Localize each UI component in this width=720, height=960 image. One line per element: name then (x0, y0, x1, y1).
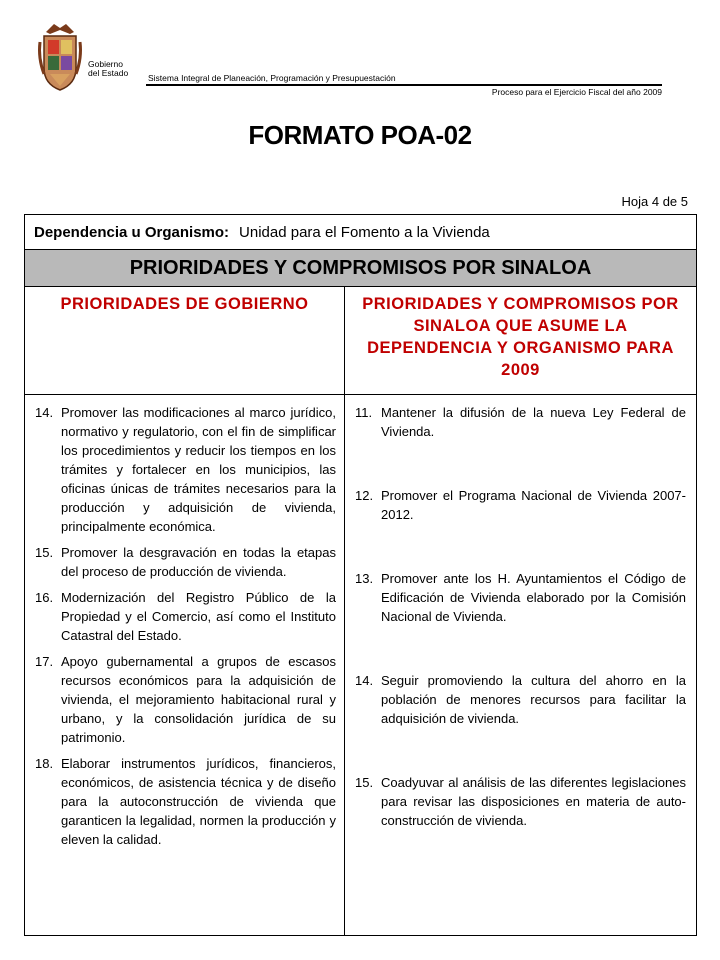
government-priorities-list (25, 395, 344, 935)
item-number: 15. (35, 545, 54, 560)
item-text: Elaborar instrumentos jurídicos, financieros, económicos, de asistencia técnica y de diseño para la autoconstrucción de vivienda que garanticen la legalidad, normen la producción y eleven la calidad. (61, 756, 336, 847)
process-label: Proceso para el Ejercicio Fiscal del año 2009 (491, 87, 662, 97)
list-item (35, 588, 336, 645)
item-text: Modernización del Registro Público de la Propiedad y el Comercio, así como el Instituto Catastral del Estado. (61, 590, 336, 643)
item-number: 18. (35, 756, 54, 771)
state-seal-icon (36, 18, 84, 92)
item-text: Apoyo gubernamental a grupos de escasos recursos económicos para la adquisición de vivienda, el mejoramiento habitacional rural y urbano, y la consolidación jurídica de su patrimonio. (61, 654, 336, 745)
government-priorities-column (25, 287, 345, 935)
agency-commitments-list (345, 395, 696, 935)
list-item (355, 569, 686, 626)
list-item (355, 671, 686, 728)
list-item (355, 403, 686, 441)
item-number: 12. (355, 488, 374, 503)
government-label (88, 60, 128, 78)
list-item (35, 754, 336, 849)
header-divider (146, 84, 662, 86)
item-text: Coadyuvar al análisis de las diferentes legislaciones para revisar las disposiciones en materia de auto-construcción de vivienda. (381, 775, 686, 828)
item-text: Promover ante los H. Ayuntamientos el Código de Edificación de Vivienda elaborado por la Comisión Nacional de Vivienda. (381, 571, 686, 624)
item-number: 13. (355, 571, 374, 586)
dependency-label: Dependencia u Organismo: (34, 223, 230, 241)
item-number: 16. (35, 590, 54, 605)
government-label-line2: del Estado (88, 68, 129, 78)
page-title: FORMATO POA-02 (248, 120, 472, 150)
item-number: 17. (35, 654, 54, 669)
system-name: Sistema Integral de Planeación, Programación y Presupuestación (148, 73, 396, 83)
list-item (35, 543, 336, 581)
item-number: 14. (355, 673, 374, 688)
item-text: Mantener la difusión de la nueva Ley Federal de Vivienda. (381, 405, 686, 439)
priorities-table (24, 214, 697, 936)
sheet-number: Hoja 4 de 5 (621, 194, 688, 209)
list-item (35, 403, 336, 536)
columns (25, 287, 696, 935)
item-number: 15. (355, 775, 374, 790)
list-item (355, 773, 686, 830)
section-banner: PRIORIDADES Y COMPROMISOS POR SINALOA (25, 250, 696, 287)
item-number: 14. (35, 405, 54, 420)
government-priorities-header: PRIORIDADES DE GOBIERNO (25, 287, 344, 395)
dependency-row (25, 215, 696, 250)
list-item (355, 486, 686, 524)
list-item (35, 652, 336, 747)
government-label-line1: Gobierno (88, 59, 123, 69)
item-text: Promover la desgravación en todas la etapas del proceso de producción de vivienda. (61, 545, 336, 579)
item-number: 11. (355, 405, 373, 420)
agency-commitments-column (345, 287, 696, 935)
dependency-value: Unidad para el Fomento a la Vivienda (239, 223, 490, 241)
item-text: Promover las modificaciones al marco jurídico, normativo y regulatorio, con el fin de simplificar los procedimientos y reducir los tiempos en los trámites y fortalecer en los municipios, las oficinas únicas de trámites necesarios para la producción y adquisición de vivienda, principalmente económica. (61, 405, 336, 534)
item-text: Seguir promoviendo la cultura del ahorro en la población de menores recursos para facilitar la adquisición de vivienda. (381, 673, 686, 726)
agency-commitments-header: PRIORIDADES Y COMPROMISOS POR SINALOA QUE ASUME LA DEPENDENCIA Y ORGANISMO PARA 2009 (345, 287, 696, 395)
item-text: Promover el Programa Nacional de Vivienda 2007-2012. (381, 488, 686, 522)
